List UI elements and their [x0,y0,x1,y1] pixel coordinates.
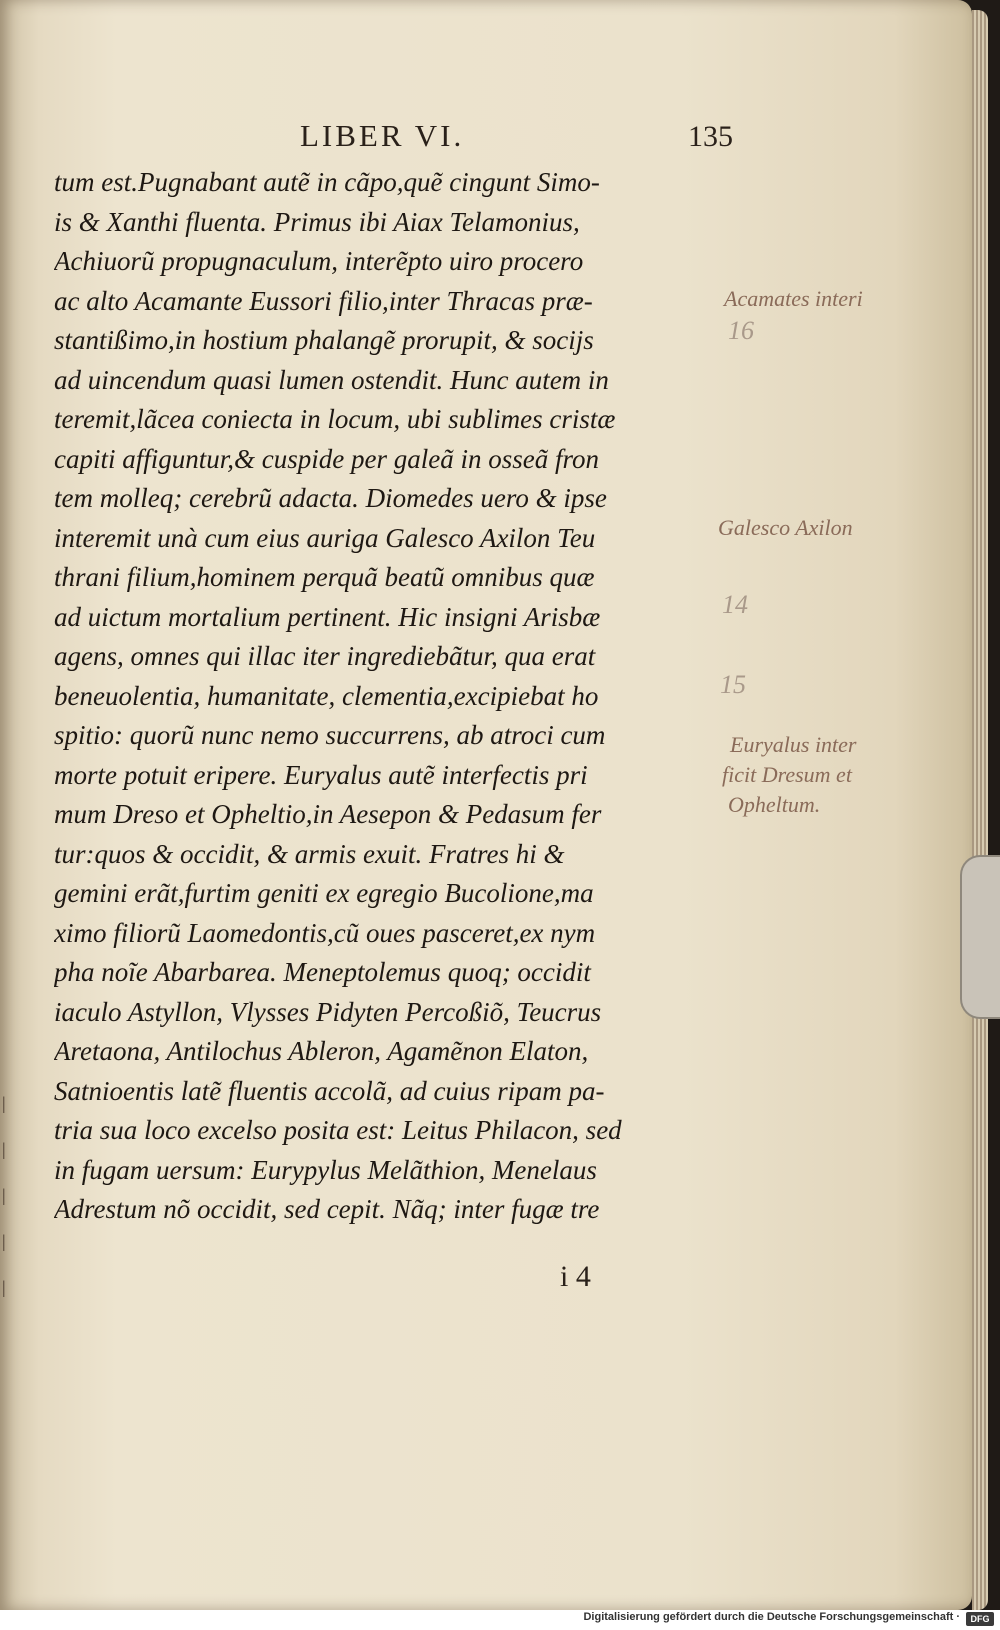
margin-note: Acamates interi [724,286,863,311]
margin-note: Galesco Axilon [718,515,853,540]
text-line: tur:quos & occidit, & armis exuit. Fratres hi & [54,838,565,869]
text-line: capiti affiguntur,& cuspide per galeã in osseã fron [54,443,599,474]
text-line: ximo filiorũ Laomedontis,cũ oues pasceret,ex nym [54,917,596,948]
footer-bar [0,1610,1000,1630]
text-line: spitio: quorũ nunc nemo succurrens, ab atroci cum [54,720,606,750]
text-line: mum Dreso et Opheltio,in Aesepon & Pedasum fer [54,799,602,829]
text-line: stantißimo,in hostium phalangẽ prorupit, & socijs [54,325,594,355]
page-edges [972,10,988,1610]
text-line: Adrestum nõ occidit, sed cepit. Nãq; inter fugæ tre [54,1194,600,1224]
dfg-logo: DFG [966,1612,994,1626]
text-line: iaculo Astyllon, Vlysses Pidyten Percoßiõ, Teucrus [54,996,602,1027]
text-line: thrani filium,hominem perquã beatũ omnibus quæ [54,562,595,592]
text-line: Satnioentis latẽ fluentis accolã, ad cuius ripam pa- [54,1075,605,1106]
text-line: teremit,lãcea coniecta in locum, ubi sublimes cristæ [54,404,616,434]
text-line: gemini erãt,furtim geniti ex egregio Bucolione,ma [54,878,594,908]
margin-note: 16 [728,316,754,345]
binding-edge-marks: | | | | | [2,1093,6,1297]
text-line: ad uictum mortalium pertinent. Hic insigni Arisbæ [54,601,601,632]
text-line: ac alto Acamante Eussori filio,inter Thracas præ- [54,285,593,316]
text-line: in fugam uersum: Eurypylus Melãthion, Menelaus [54,1154,597,1185]
folio-number: 135 [688,120,733,153]
text-line: ad uincendum quasi lumen ostendit. Hunc autem in [54,364,609,395]
margin-note: Euryalus inter [730,732,857,757]
text-line: tem molleq; cerebrũ adacta. Diomedes uero & ipse [54,483,607,513]
margin-note: Opheltum. [728,792,821,817]
running-head: LIBER VI. [300,118,465,153]
footer-credit: Digitalisierung gefördert durch die Deutsche Forschungsgemeinschaft · [583,1611,960,1623]
text-line: morte potuit eripere. Euryalus autẽ interfectis pri [54,759,588,790]
text-line: interemit unà cum eius auriga Galesco Axilon Teu [54,522,596,553]
page-header [0,118,900,158]
text-line: is & Xanthi fluenta. Primus ibi Aiax Telamonius, [54,206,580,237]
text-line: beneuolentia, humanitate, clementia,excipiebat ho [54,680,599,711]
text-line: pha noĩe Abarbarea. Meneptolemus quoq; occidit [54,957,591,987]
text-line: agens, omnes qui illac iter ingrediebãtur, qua erat [54,641,596,671]
margin-note: 14 [722,590,748,619]
text-line: Aretaona, Antilochus Ableron, Agamẽnon Elaton, [54,1036,589,1066]
text-line: tum est.Pugnabant autẽ in cãpo,quẽ cingunt Simo- [54,167,600,197]
text-line: Achiuorũ propugnaculum, interẽpto uiro procero [54,246,584,276]
clasp-tab [960,855,1000,1019]
signature-mark: i 4 [560,1260,591,1293]
text-line: tria sua loco excelso posita est: Leitus Philacon, sed [54,1115,622,1145]
margin-note: ficit Dresum et [722,762,852,787]
main-text [54,163,734,1230]
margin-note: 15 [720,670,746,699]
